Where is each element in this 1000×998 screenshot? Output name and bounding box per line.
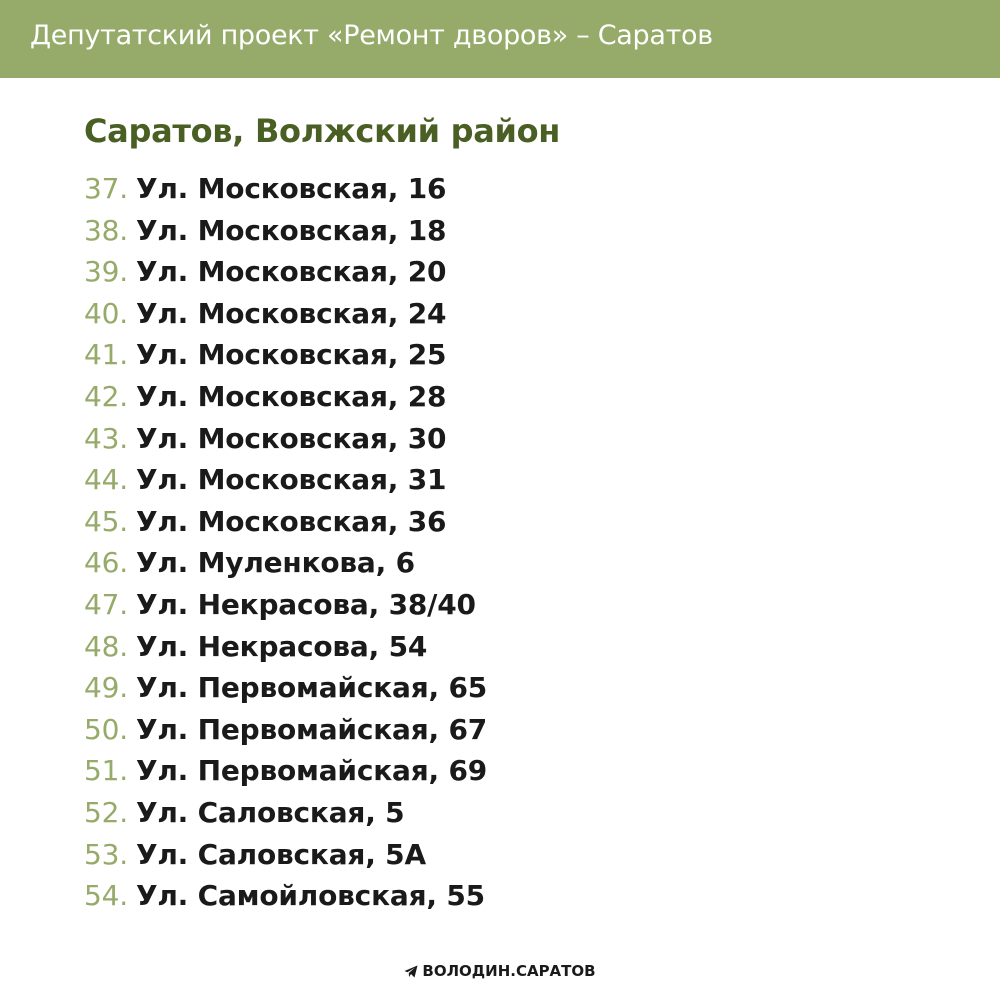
list-item-number: 54. [84, 879, 128, 913]
list-item-number: 44. [84, 463, 128, 497]
list-item-address: Ул. Московская, 16 [135, 172, 447, 205]
list-item-number: 50. [84, 712, 128, 746]
list-item-address: Ул. Московская, 18 [135, 213, 447, 247]
list-item-number: 45. [84, 504, 128, 538]
list-item [84, 709, 487, 751]
header-bar [0, 0, 1000, 78]
address-list [84, 168, 487, 917]
list-item-number: 46. [84, 546, 128, 580]
list-item [84, 792, 487, 834]
list-item [84, 667, 487, 709]
list-item-address: Ул. Первомайская, 65 [135, 671, 488, 705]
list-item-address: Ул. Московская, 30 [135, 421, 447, 455]
list-item-address: Ул. Самойловская, 55 [135, 879, 485, 913]
list-item-address: Ул. Первомайская, 67 [135, 712, 488, 746]
list-item-number: 43. [84, 421, 128, 455]
footer [0, 962, 1000, 982]
header-title: Депутатский проект «Ремонт дворов» – Саратов [30, 20, 713, 51]
list-item [84, 251, 487, 293]
list-item [84, 750, 487, 792]
list-item-number: 49. [84, 671, 128, 705]
list-item-number: 40. [84, 296, 128, 330]
list-item-address: Ул. Московская, 25 [135, 338, 447, 372]
list-item-address: Ул. Московская, 36 [135, 504, 447, 538]
section-title: Саратов, Волжский район [84, 112, 561, 150]
list-item-address: Ул. Московская, 31 [135, 463, 447, 497]
telegram-icon [404, 964, 418, 982]
list-item [84, 626, 487, 668]
list-item-number: 52. [84, 795, 128, 829]
list-item [84, 542, 487, 584]
list-item-number: 38. [84, 213, 128, 247]
list-item [84, 334, 487, 376]
list-item-address: Ул. Муленкова, 6 [135, 546, 415, 580]
list-item-address: Ул. Московская, 20 [135, 255, 447, 289]
list-item-address: Ул. Саловская, 5 [135, 795, 405, 829]
list-item [84, 376, 487, 418]
list-item-number: 39. [84, 255, 128, 289]
list-item [84, 501, 487, 543]
list-item-address: Ул. Московская, 24 [135, 296, 447, 330]
list-item-number: 47. [84, 587, 128, 621]
list-item [84, 293, 487, 335]
list-item-address: Ул. Некрасова, 38/40 [135, 587, 476, 621]
list-item-number: 42. [84, 379, 128, 413]
list-item-address: Ул. Первомайская, 69 [135, 754, 488, 788]
list-item-number: 41. [84, 338, 128, 372]
list-item [84, 834, 487, 876]
list-item-number: 37. [84, 172, 128, 205]
list-item [84, 875, 487, 917]
list-item-number: 48. [84, 629, 128, 663]
list-item [84, 168, 487, 210]
list-item [84, 459, 487, 501]
list-item-number: 53. [84, 837, 128, 871]
list-item-address: Ул. Саловская, 5А [135, 837, 426, 871]
list-item [84, 210, 487, 252]
footer-text: ВОЛОДИН.САРАТОВ [422, 962, 596, 980]
list-item-number: 51. [84, 754, 128, 788]
list-item [84, 418, 487, 460]
list-item [84, 584, 487, 626]
list-item-address: Ул. Московская, 28 [135, 379, 447, 413]
list-item-address: Ул. Некрасова, 54 [135, 629, 428, 663]
